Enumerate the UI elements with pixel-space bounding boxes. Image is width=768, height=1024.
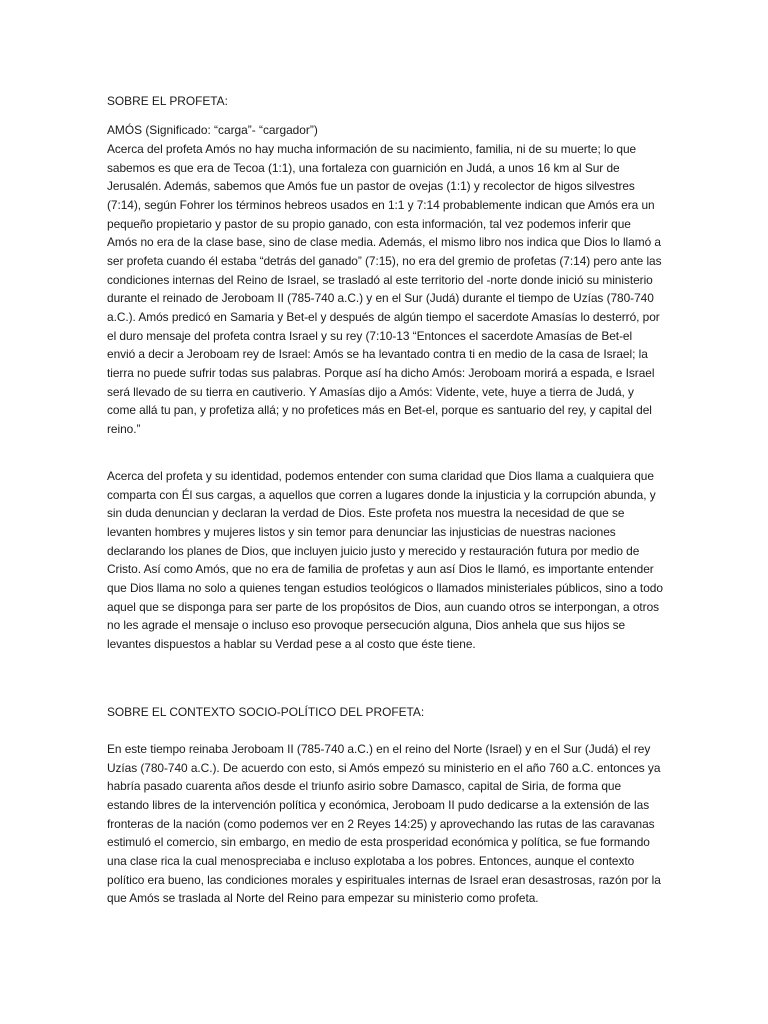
heading-contexto-socio-politico: SOBRE EL CONTEXTO SOCIO-POLÍTICO DEL PROFETA: xyxy=(107,705,425,719)
amos-title-line: AMÓS (Significado: “carga”- “cargador”) xyxy=(107,123,318,137)
paragraph-contexto: En este tiempo reinaba Jeroboam II (785-740 a.C.) en el reino del Norte (Israel) y en el Sur (Judá) el rey Uzías (780-740 a.C.). De acuerdo con esto, si Amós empezó su ministerio en el año 760 a.C. entonces ya habría pasado cuarenta años desde el triunfo asirio sobre Damasco, capital de Siria, de forma que estando libres de la intervención política y económica, Jeroboam II pudo dedicarse a la extensión de las fronteras de la nación (como podemos ver en 2 Reyes 14:25) y aprovechando las rutas de las caravanas estimuló el comercio, sin embargo, en medio de esta prosperidad económica y política, se fue formando una clase rica la cual menospreciaba e incluso explotaba a los pobres. Entonces, aunque el contexto político era bueno, las condiciones morales y espirituales internas de Israel eran desastrosas, razón por la que Amós se traslada al Norte del Reino para empezar su ministerio como profeta. xyxy=(107,742,661,906)
heading-sobre-el-profeta: SOBRE EL PROFETA: xyxy=(107,94,228,108)
paragraph-profeta-identidad: Acerca del profeta y su identidad, podemos entender con suma claridad que Dios llama a cualquiera que comparta con Él sus cargas, a aquellos que corren a lugares donde la injusticia y la corrupción abunda, y sin duda denuncian y declaran la verdad de Dios. Este profeta nos muestra la necesidad de que se levanten hombres y mujeres listos y sin temor para denunciar las injusticias de nuestras naciones declarando los planes de Dios, que incluyen juicio justo y merecido y restauración futura por medio de Cristo. Así como Amós, que no era de familia de profetas y aun así Dios le llamó, es importante entender que Dios llama no solo a quienes tengan estudios teológicos o llamados ministeriales públicos, sino a todo aquel que se disponga para ser parte de los propósitos de Dios, aun cuando otros se interpongan, a otros no les agrade el mensaje o incluso eso provoque persecución alguna, Dios anhela que sus hijos se levantes dispuestos a hablar su Verdad pese a al costo que éste tiene. xyxy=(107,469,663,651)
paragraph-profeta-bio: Acerca del profeta Amós no hay mucha información de su nacimiento, familia, ni de su muerte; lo que sabemos es que era de Tecoa (1:1), una fortaleza con guarnición en Judá, a unos 16 km al Sur de Jerusalén. Además, sabemos que Amós fue un pastor de ovejas (1:1) y recolector de higos silvestres (7:14), según Fohrer los términos hebreos usados en 1:1 y 7:14 probablemente indican que Amós era un pequeño propietario y pastor de su propio ganado, con esta información, tal vez podemos inferir que Amós no era de la clase base, sino de clase media. Además, el mismo libro nos indica que Dios lo llamó a ser profeta cuando él estaba “detrás del ganado” (7:15), no era del gremio de profetas (7:14) pero ante las condiciones internas del Reino de Israel, se trasladó al este territorio del -norte donde inició su ministerio durante el reinado de Jeroboam II (785-740 a.C.) y en el Sur (Judá) durante el tiempo de Uzías (780-740 a.C.). Amós predicó en Samaria y Bet-el y después de algún tiempo el sacerdote Amasías lo desterró, por el duro mensaje del profeta contra Israel y su rey (7:10-13 “Entonces el sacerdote Amasías de Bet-el envió a decir a Jeroboam rey de Israel: Amós se ha levantado contra ti en medio de la casa de Israel; la tierra no puede sufrir todas sus palabras. Porque así ha dicho Amós: Jeroboam morirá a espada, e Israel será llevado de su tierra en cautiverio. Y Amasías dijo a Amós: Vidente, vete, huye a tierra de Judá, y come allá tu pan, y profetiza allá; y no profetices más en Bet-el, porque es santuario del rey, y capital del reino.” xyxy=(107,142,662,436)
